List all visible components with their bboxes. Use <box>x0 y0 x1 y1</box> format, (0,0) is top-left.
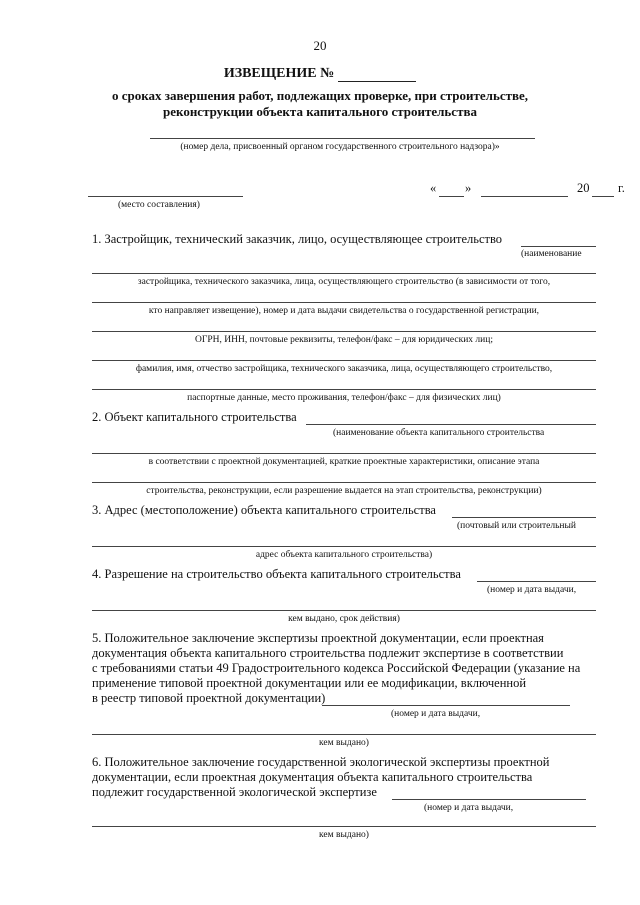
section3-line-1[interactable] <box>92 546 596 547</box>
section3-line-0[interactable] <box>452 517 596 518</box>
date-month-line[interactable] <box>481 196 568 197</box>
case-number-note: (номер дела, присвоенный органом государственного строительного надзора)» <box>180 142 500 152</box>
date-year-suffix: г. <box>618 181 625 195</box>
section6-line-2: документации, если проектная документация объекта капитального строительства <box>92 770 533 784</box>
section1-note-4: ОГРН, ИНН, почтовые реквизиты, телефон/факс – для юридических лиц; <box>195 335 493 345</box>
date-year-line[interactable] <box>592 196 614 197</box>
date-quote-open: « <box>430 181 437 195</box>
section1-line-4[interactable] <box>92 360 596 361</box>
section1-label: 1. Застройщик, технический заказчик, лицо, осуществляющее строительство <box>92 232 503 246</box>
place-line[interactable] <box>88 196 243 197</box>
section3-label: 3. Адрес (местоположение) объекта капитального строительства <box>92 503 436 517</box>
title-text: ИЗВЕЩЕНИЕ № <box>223 66 335 81</box>
section4-line-1[interactable] <box>92 610 596 611</box>
section5-line-4: применение типовой проектной документации или ее модификации, включенной <box>92 676 527 690</box>
section1-line-1[interactable] <box>92 273 596 274</box>
section4-note-2: кем выдано, срок действия) <box>288 614 400 624</box>
section5-line-bottom[interactable] <box>92 734 596 735</box>
section2-line-1[interactable] <box>92 453 596 454</box>
date-day-line[interactable] <box>439 196 464 197</box>
date-year-prefix: 20 <box>577 181 590 195</box>
section1-note-5: фамилия, имя, отчество застройщика, технического заказчика, лица, осуществляющего строительство, <box>135 364 553 374</box>
section2-line-2[interactable] <box>92 482 596 483</box>
section4-note-1: (номер и дата выдачи, <box>487 585 577 595</box>
section1-note-6: паспортные данные, место проживания, телефон/факс – для физических лиц) <box>187 393 501 403</box>
section6-line-bottom[interactable] <box>92 826 596 827</box>
section1-note-2: застройщика, технического заказчика, лица, осуществляющего строительство (в зависимости от того, <box>137 277 551 287</box>
section6-line-1: 6. Положительное заключение государственной экологической экспертизы проектной <box>92 755 550 769</box>
section5-line-5: в реестр типовой проектной документации) <box>92 691 326 705</box>
section6-line-0[interactable] <box>392 799 586 800</box>
page-number: 20 <box>313 38 327 53</box>
page-title <box>0 66 640 82</box>
section2-note-1: (наименование объекта капитального строительства <box>333 428 545 438</box>
section4-line-0[interactable] <box>477 581 596 582</box>
section2-line-0[interactable] <box>306 424 596 425</box>
notice-number-blank[interactable] <box>338 67 416 82</box>
section5-line-0[interactable] <box>322 705 570 706</box>
section6-line-3: подлежит государственной экологической экспертизе <box>92 785 377 799</box>
section3-note-2: адрес объекта капитального строительства) <box>255 550 433 560</box>
section5-note-1: (номер и дата выдачи, <box>391 709 481 719</box>
section5-line-2: документация объекта капитального строительства подлежит экспертизе в соответствии <box>92 646 564 660</box>
place-note: (место составления) <box>118 200 200 210</box>
subtitle-line-1: о сроках завершения работ, подлежащих проверке, при строительстве, <box>111 88 529 103</box>
subtitle-line-2: реконструкции объекта капитального строительства <box>163 104 477 119</box>
case-number-line[interactable] <box>150 138 535 139</box>
section1-line-3[interactable] <box>92 331 596 332</box>
date-quote-close: » <box>465 181 472 195</box>
section1-line-5[interactable] <box>92 389 596 390</box>
section2-label: 2. Объект капитального строительства <box>92 410 297 424</box>
section1-line-2[interactable] <box>92 302 596 303</box>
section6-note-1: (номер и дата выдачи, <box>424 803 514 813</box>
section5-line-1: 5. Положительное заключение экспертизы проектной документации, если проектная <box>92 631 544 645</box>
section1-note-1: (наименование <box>521 249 582 259</box>
section4-label: 4. Разрешение на строительство объекта капитального строительства <box>92 567 461 581</box>
section1-line-0[interactable] <box>521 246 596 247</box>
section5-line-3: с требованиями статьи 49 Градостроительного кодекса Российской Федерации (указание на <box>92 661 581 675</box>
section1-note-3: кто направляет извещение), номер и дата выдачи свидетельства о государственной регистрации, <box>148 306 540 316</box>
section6-note-2: кем выдано) <box>319 830 369 840</box>
section5-note-2: кем выдано) <box>319 738 369 748</box>
section2-note-2: в соответствии с проектной документацией, краткие проектные характеристики, описание этапа <box>148 457 540 467</box>
section2-note-3: строительства, реконструкции, если разрешение выдается на этап строительства, реконструкции) <box>146 486 542 496</box>
section3-note-1: (почтовый или строительный <box>457 521 576 531</box>
